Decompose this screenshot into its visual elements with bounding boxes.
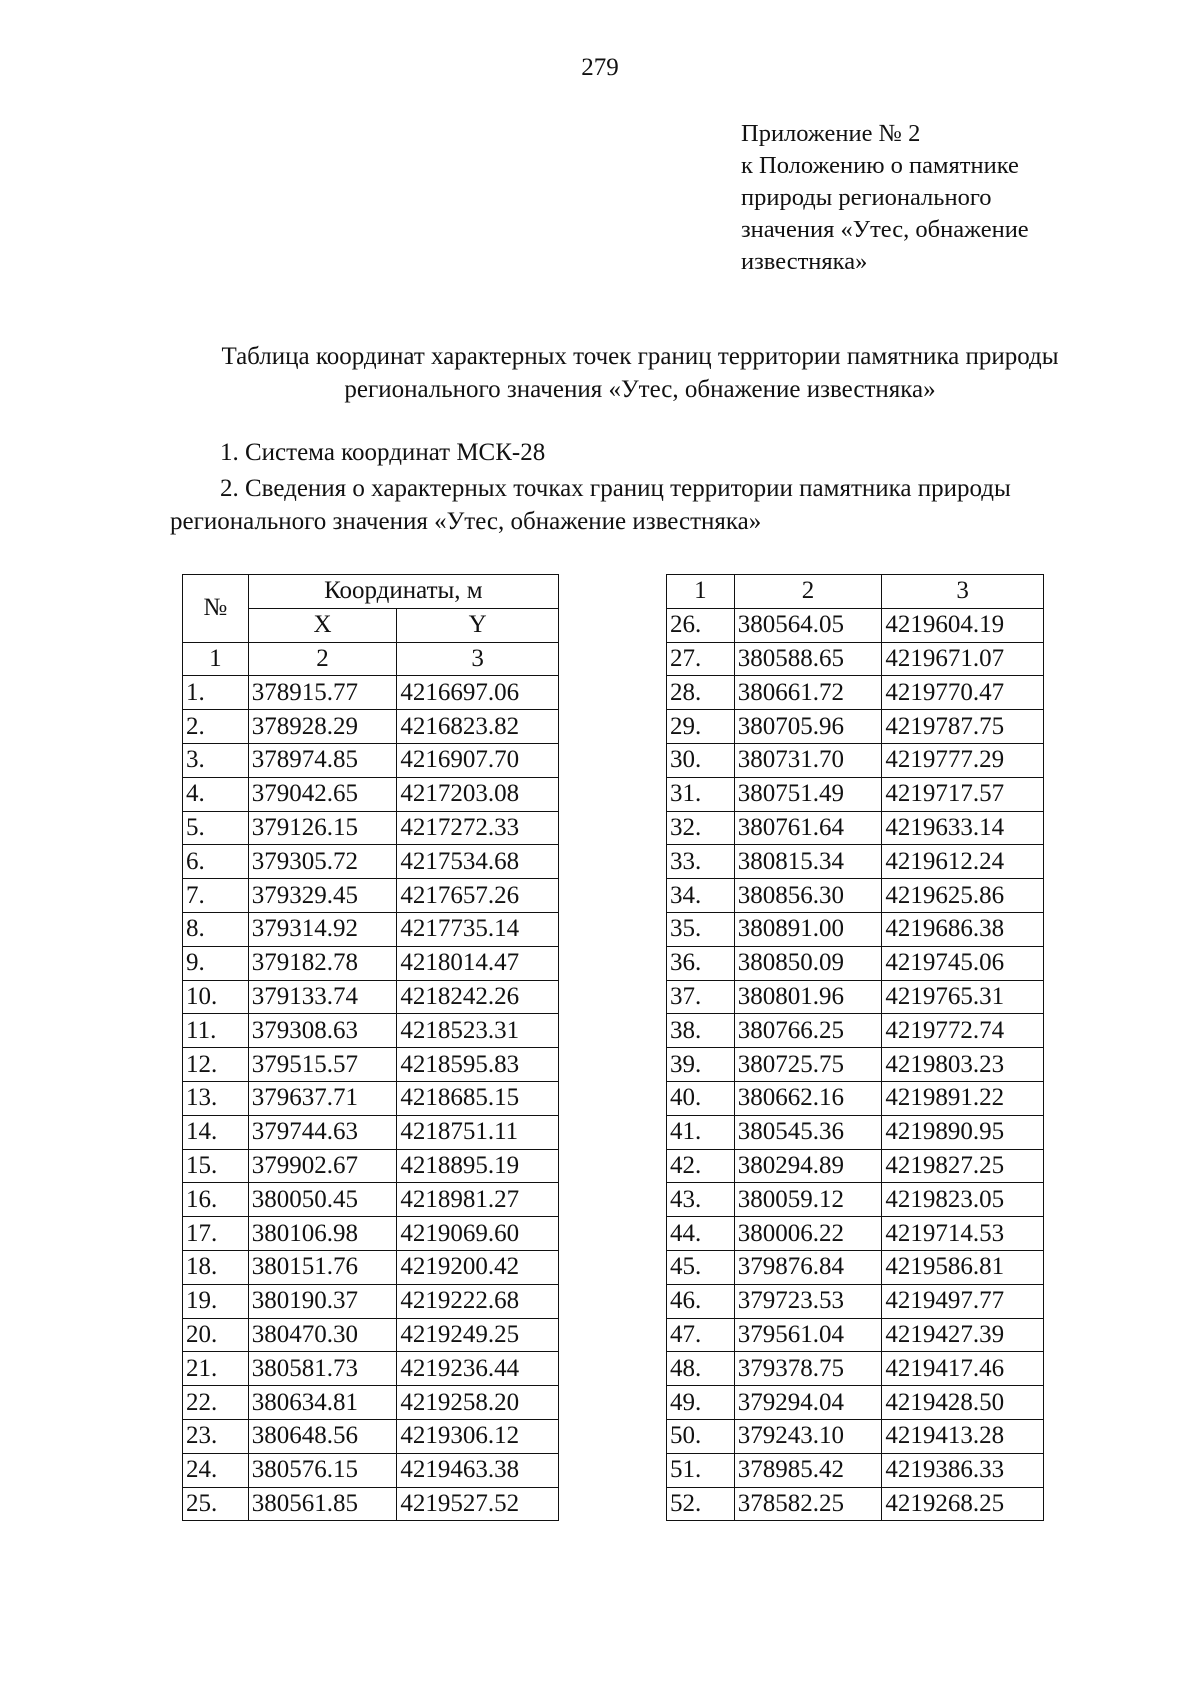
point-number-cell: 33. (667, 845, 735, 879)
point-number-cell: 6. (183, 845, 249, 879)
table-row (183, 676, 559, 710)
appendix-line: к Положению о памятнике (741, 152, 1019, 179)
x-coordinate-cell: 379126.15 (248, 811, 397, 845)
point-number-cell: 43. (667, 1183, 735, 1217)
page-number: 279 (581, 54, 619, 81)
y-coordinate-cell: 4218895.19 (397, 1149, 559, 1183)
x-coordinate-cell: 379182.78 (248, 946, 397, 980)
y-coordinate-cell: 4219633.14 (882, 811, 1044, 845)
y-coordinate-cell: 4219777.29 (882, 743, 1044, 777)
y-coordinate-cell: 4219604.19 (882, 608, 1044, 642)
x-coordinate-cell: 380648.56 (248, 1419, 397, 1453)
table-row (667, 743, 1044, 777)
table-row (667, 676, 1044, 710)
header-y: Y (397, 608, 559, 642)
x-coordinate-cell: 380050.45 (248, 1183, 397, 1217)
point-number-cell: 14. (183, 1115, 249, 1149)
point-number-cell: 15. (183, 1149, 249, 1183)
header-coordinates: Координаты, м (248, 575, 558, 609)
header-x: X (248, 608, 397, 642)
column-number: 3 (397, 642, 559, 676)
point-number-cell: 27. (667, 642, 735, 676)
table-row (183, 879, 559, 913)
x-coordinate-cell: 380662.16 (734, 1081, 882, 1115)
point-number-cell: 26. (667, 608, 735, 642)
x-coordinate-cell: 380815.34 (734, 845, 882, 879)
point-number-cell: 37. (667, 980, 735, 1014)
point-number-cell: 3. (183, 743, 249, 777)
y-coordinate-cell: 4219717.57 (882, 777, 1044, 811)
x-coordinate-cell: 379329.45 (248, 879, 397, 913)
y-coordinate-cell: 4216823.82 (397, 710, 559, 744)
point-number-cell: 36. (667, 946, 735, 980)
table-row (183, 1250, 559, 1284)
table-row (667, 1250, 1044, 1284)
x-coordinate-cell: 380545.36 (734, 1115, 882, 1149)
y-coordinate-cell: 4217203.08 (397, 777, 559, 811)
y-coordinate-cell: 4219427.39 (882, 1318, 1044, 1352)
table-row (183, 1352, 559, 1386)
x-coordinate-cell: 380761.64 (734, 811, 882, 845)
table-row (183, 946, 559, 980)
column-number: 1 (183, 642, 249, 676)
table-row (667, 1217, 1044, 1251)
y-coordinate-cell: 4219823.05 (882, 1183, 1044, 1217)
y-coordinate-cell: 4219497.77 (882, 1284, 1044, 1318)
x-coordinate-cell: 380725.75 (734, 1048, 882, 1082)
appendix-heading (741, 118, 1029, 278)
y-coordinate-cell: 4217534.68 (397, 845, 559, 879)
y-coordinate-cell: 4219428.50 (882, 1386, 1044, 1420)
table-row (183, 1149, 559, 1183)
x-coordinate-cell: 380588.65 (734, 642, 882, 676)
table-row (183, 1318, 559, 1352)
table-row (667, 710, 1044, 744)
point-number-cell: 34. (667, 879, 735, 913)
x-coordinate-cell: 378974.85 (248, 743, 397, 777)
y-coordinate-cell: 4219069.60 (397, 1217, 559, 1251)
x-coordinate-cell: 379305.72 (248, 845, 397, 879)
point-number-cell: 52. (667, 1487, 735, 1521)
point-number-cell: 35. (667, 912, 735, 946)
x-coordinate-cell: 379744.63 (248, 1115, 397, 1149)
table-row (183, 1453, 559, 1487)
table-row (667, 1386, 1044, 1420)
y-coordinate-cell: 4216697.06 (397, 676, 559, 710)
table-row (183, 1487, 559, 1521)
point-number-cell: 17. (183, 1217, 249, 1251)
table-row (667, 608, 1044, 642)
point-number-cell: 45. (667, 1250, 735, 1284)
x-coordinate-cell: 380705.96 (734, 710, 882, 744)
x-coordinate-cell: 380561.85 (248, 1487, 397, 1521)
column-number: 3 (882, 575, 1044, 609)
coordinates-table-left (182, 574, 559, 1521)
point-number-cell: 8. (183, 912, 249, 946)
y-coordinate-cell: 4216907.70 (397, 743, 559, 777)
y-coordinate-cell: 4219714.53 (882, 1217, 1044, 1251)
x-coordinate-cell: 380294.89 (734, 1149, 882, 1183)
table-row (183, 1284, 559, 1318)
y-coordinate-cell: 4219787.75 (882, 710, 1044, 744)
y-coordinate-cell: 4219803.23 (882, 1048, 1044, 1082)
y-coordinate-cell: 4217272.33 (397, 811, 559, 845)
x-coordinate-cell: 379243.10 (734, 1419, 882, 1453)
table-row (667, 912, 1044, 946)
x-coordinate-cell: 380006.22 (734, 1217, 882, 1251)
table-row (667, 1183, 1044, 1217)
x-coordinate-cell: 380059.12 (734, 1183, 882, 1217)
point-number-cell: 25. (183, 1487, 249, 1521)
point-number-cell: 24. (183, 1453, 249, 1487)
x-coordinate-cell: 380564.05 (734, 608, 882, 642)
table-row (667, 1081, 1044, 1115)
point-number-cell: 50. (667, 1419, 735, 1453)
x-coordinate-cell: 379314.92 (248, 912, 397, 946)
x-coordinate-cell: 380801.96 (734, 980, 882, 1014)
table-row (183, 845, 559, 879)
x-coordinate-cell: 380891.00 (734, 912, 882, 946)
coordinates-table-right (666, 574, 1044, 1521)
x-coordinate-cell: 379042.65 (248, 777, 397, 811)
y-coordinate-cell: 4219586.81 (882, 1250, 1044, 1284)
point-number-cell: 19. (183, 1284, 249, 1318)
point-number-cell: 16. (183, 1183, 249, 1217)
y-coordinate-cell: 4218685.15 (397, 1081, 559, 1115)
y-coordinate-cell: 4219306.12 (397, 1419, 559, 1453)
x-coordinate-cell: 380581.73 (248, 1352, 397, 1386)
table-row (183, 811, 559, 845)
table-row (667, 811, 1044, 845)
x-coordinate-cell: 380731.70 (734, 743, 882, 777)
y-coordinate-cell: 4218523.31 (397, 1014, 559, 1048)
x-coordinate-cell: 379515.57 (248, 1048, 397, 1082)
x-coordinate-cell: 379876.84 (734, 1250, 882, 1284)
point-number-cell: 23. (183, 1419, 249, 1453)
y-coordinate-cell: 4219671.07 (882, 642, 1044, 676)
table-row (183, 1048, 559, 1082)
table-row (667, 1318, 1044, 1352)
y-coordinate-cell: 4219765.31 (882, 980, 1044, 1014)
y-coordinate-cell: 4217657.26 (397, 879, 559, 913)
y-coordinate-cell: 4219236.44 (397, 1352, 559, 1386)
point-number-cell: 9. (183, 946, 249, 980)
y-coordinate-cell: 4219625.86 (882, 879, 1044, 913)
point-number-cell: 21. (183, 1352, 249, 1386)
point-number-cell: 20. (183, 1318, 249, 1352)
y-coordinate-cell: 4218981.27 (397, 1183, 559, 1217)
table-row (667, 1352, 1044, 1386)
table-row (667, 1453, 1044, 1487)
y-coordinate-cell: 4219827.25 (882, 1149, 1044, 1183)
point-number-cell: 13. (183, 1081, 249, 1115)
point-number-cell: 4. (183, 777, 249, 811)
appendix-line: природы регионального (741, 184, 992, 211)
x-coordinate-cell: 380106.98 (248, 1217, 397, 1251)
y-coordinate-cell: 4219258.20 (397, 1386, 559, 1420)
point-number-cell: 10. (183, 980, 249, 1014)
appendix-line: известняка» (741, 248, 868, 275)
x-coordinate-cell: 380576.15 (248, 1453, 397, 1487)
y-coordinate-cell: 4219745.06 (882, 946, 1044, 980)
point-number-cell: 31. (667, 777, 735, 811)
x-coordinate-cell: 379308.63 (248, 1014, 397, 1048)
table-row (667, 1115, 1044, 1149)
point-number-cell: 22. (183, 1386, 249, 1420)
x-coordinate-cell: 379902.67 (248, 1149, 397, 1183)
y-coordinate-cell: 4219200.42 (397, 1250, 559, 1284)
table-row (667, 1419, 1044, 1453)
table-row (183, 1014, 559, 1048)
point-number-cell: 30. (667, 743, 735, 777)
point-number-cell: 38. (667, 1014, 735, 1048)
x-coordinate-cell: 379561.04 (734, 1318, 882, 1352)
point-number-cell: 11. (183, 1014, 249, 1048)
appendix-line: Приложение № 2 (741, 120, 921, 147)
y-coordinate-cell: 4219417.46 (882, 1352, 1044, 1386)
y-coordinate-cell: 4219527.52 (397, 1487, 559, 1521)
table-row (667, 1014, 1044, 1048)
table-row (183, 1217, 559, 1251)
table-row (667, 980, 1044, 1014)
point-number-cell: 7. (183, 879, 249, 913)
point-number-cell: 12. (183, 1048, 249, 1082)
column-number: 2 (248, 642, 397, 676)
point-number-cell: 28. (667, 676, 735, 710)
x-coordinate-cell: 380151.76 (248, 1250, 397, 1284)
x-coordinate-cell: 379378.75 (734, 1352, 882, 1386)
appendix-line: значения «Утес, обнажение (741, 216, 1029, 243)
y-coordinate-cell: 4219612.24 (882, 845, 1044, 879)
x-coordinate-cell: 380856.30 (734, 879, 882, 913)
point-number-cell: 2. (183, 710, 249, 744)
y-coordinate-cell: 4219413.28 (882, 1419, 1044, 1453)
point-number-cell: 39. (667, 1048, 735, 1082)
x-coordinate-cell: 378928.29 (248, 710, 397, 744)
point-number-cell: 51. (667, 1453, 735, 1487)
point-number-cell: 49. (667, 1386, 735, 1420)
point-number-cell: 47. (667, 1318, 735, 1352)
coordinate-system-item: 1. Система координат МСК-28 (220, 439, 546, 466)
x-coordinate-cell: 378915.77 (248, 676, 397, 710)
x-coordinate-cell: 379294.04 (734, 1386, 882, 1420)
x-coordinate-cell: 379723.53 (734, 1284, 882, 1318)
column-number: 2 (734, 575, 882, 609)
x-coordinate-cell: 380634.81 (248, 1386, 397, 1420)
y-coordinate-cell: 4218595.83 (397, 1048, 559, 1082)
table-row (667, 845, 1044, 879)
y-coordinate-cell: 4219249.25 (397, 1318, 559, 1352)
point-number-cell: 18. (183, 1250, 249, 1284)
y-coordinate-cell: 4219891.22 (882, 1081, 1044, 1115)
table-row (667, 946, 1044, 980)
point-number-cell: 32. (667, 811, 735, 845)
x-coordinate-cell: 380190.37 (248, 1284, 397, 1318)
column-number: 1 (667, 575, 735, 609)
y-coordinate-cell: 4219268.25 (882, 1487, 1044, 1521)
x-coordinate-cell: 380766.25 (734, 1014, 882, 1048)
table-row (183, 777, 559, 811)
table-row (183, 912, 559, 946)
table-row (183, 743, 559, 777)
y-coordinate-cell: 4219686.38 (882, 912, 1044, 946)
x-coordinate-cell: 380751.49 (734, 777, 882, 811)
table-row (183, 1115, 559, 1149)
point-number-cell: 42. (667, 1149, 735, 1183)
table-row (183, 980, 559, 1014)
table-row (183, 1183, 559, 1217)
point-number-cell: 48. (667, 1352, 735, 1386)
x-coordinate-cell: 379637.71 (248, 1081, 397, 1115)
header-number: № (183, 575, 249, 643)
table-row (667, 1149, 1044, 1183)
y-coordinate-cell: 4218014.47 (397, 946, 559, 980)
y-coordinate-cell: 4219463.38 (397, 1453, 559, 1487)
x-coordinate-cell: 378985.42 (734, 1453, 882, 1487)
table-row (667, 777, 1044, 811)
x-coordinate-cell: 380470.30 (248, 1318, 397, 1352)
table-row (667, 879, 1044, 913)
point-number-cell: 29. (667, 710, 735, 744)
point-number-cell: 40. (667, 1081, 735, 1115)
point-number-cell: 41. (667, 1115, 735, 1149)
table-row (667, 1048, 1044, 1082)
y-coordinate-cell: 4219772.74 (882, 1014, 1044, 1048)
table-row (183, 710, 559, 744)
point-number-cell: 1. (183, 676, 249, 710)
point-number-cell: 5. (183, 811, 249, 845)
point-number-cell: 44. (667, 1217, 735, 1251)
point-number-cell: 46. (667, 1284, 735, 1318)
x-coordinate-cell: 379133.74 (248, 980, 397, 1014)
table-row (183, 1419, 559, 1453)
x-coordinate-cell: 378582.25 (734, 1487, 882, 1521)
x-coordinate-cell: 380661.72 (734, 676, 882, 710)
boundary-points-item: 2. Сведения о характерных точках границ территории памятника природы регионального значения «Утес, обнажение известняка» (170, 475, 1011, 535)
y-coordinate-cell: 4219386.33 (882, 1453, 1044, 1487)
document-title: Таблица координат характерных точек границ территории памятника природы регионального значения «Утес, обнажение известняка» (221, 343, 1059, 403)
y-coordinate-cell: 4218242.26 (397, 980, 559, 1014)
table-row (667, 1487, 1044, 1521)
table-row (183, 1081, 559, 1115)
table-row (667, 1284, 1044, 1318)
y-coordinate-cell: 4218751.11 (397, 1115, 559, 1149)
x-coordinate-cell: 380850.09 (734, 946, 882, 980)
y-coordinate-cell: 4219770.47 (882, 676, 1044, 710)
y-coordinate-cell: 4219890.95 (882, 1115, 1044, 1149)
table-row (667, 642, 1044, 676)
y-coordinate-cell: 4217735.14 (397, 912, 559, 946)
y-coordinate-cell: 4219222.68 (397, 1284, 559, 1318)
table-row (183, 1386, 559, 1420)
